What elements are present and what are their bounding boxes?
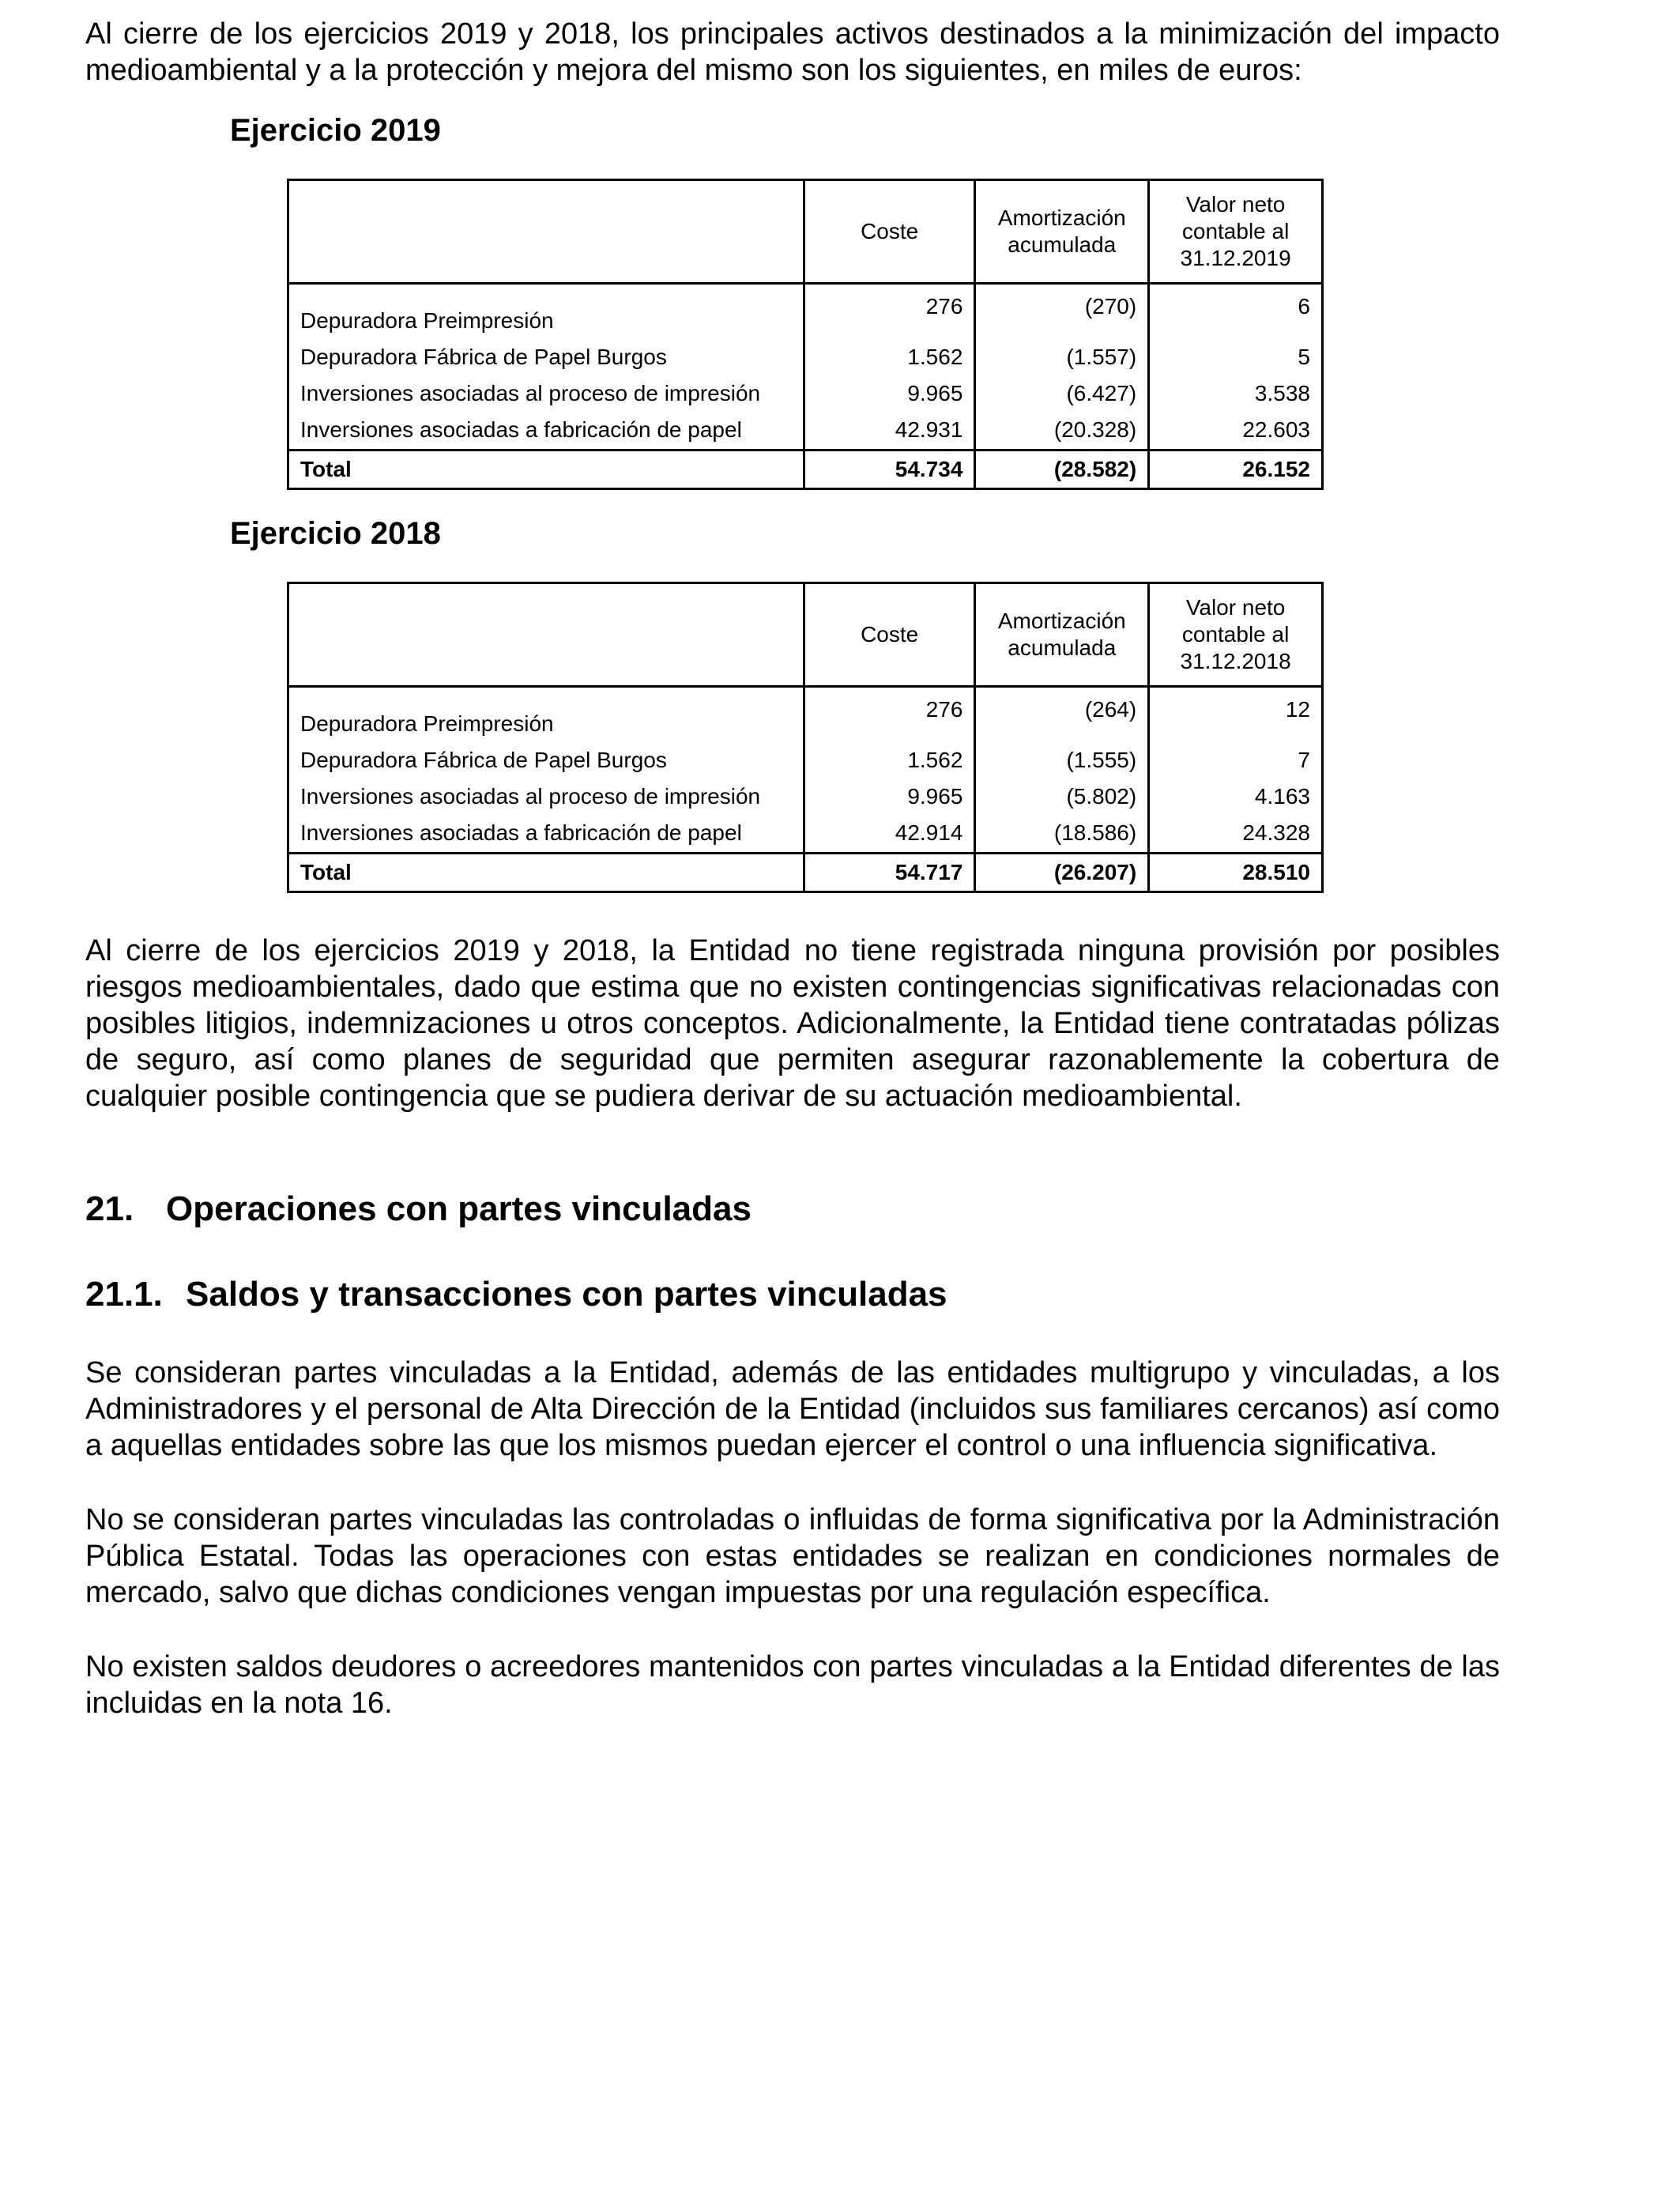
table-total-row (288, 450, 1323, 489)
assets-table-2019 (287, 179, 1324, 490)
table-row (288, 687, 1323, 741)
row-amortizacion: (1.557) (975, 337, 1149, 373)
table-row (288, 284, 1323, 337)
row-valor-neto: 6 (1149, 284, 1323, 337)
total-label: Total (288, 450, 804, 489)
header-valor-neto: Valor neto contable al 31.12.2019 (1149, 180, 1323, 284)
row-coste: 9.965 (804, 776, 975, 812)
row-label: Inversiones asociadas a fabricación de papel (288, 812, 804, 854)
subsection-title: Saldos y transacciones con partes vinculadas (186, 1275, 947, 1314)
intro-paragraph: Al cierre de los ejercicios 2019 y 2018, los principales activos destinados a la minimización del impacto medioambiental y a la protección y mejora del mismo son los siguientes, en miles de euros: (85, 17, 1500, 87)
row-valor-neto: 3.538 (1149, 373, 1323, 409)
table-2019-title: Ejercicio 2019 (230, 113, 441, 148)
row-valor-neto: 5 (1149, 337, 1323, 373)
table-header-row (288, 583, 1323, 687)
total-valor-neto: 26.152 (1149, 450, 1323, 489)
row-label: Inversiones asociadas al proceso de impresión (288, 373, 804, 409)
row-valor-neto: 7 (1149, 740, 1323, 776)
table-row (288, 373, 1323, 409)
row-valor-neto: 4.163 (1149, 776, 1323, 812)
row-label: Inversiones asociadas al proceso de impresión (288, 776, 804, 812)
row-label: Inversiones asociadas a fabricación de papel (288, 409, 804, 450)
body-paragraph: No existen saldos deudores o acreedores mantenidos con partes vinculadas a la Entidad diferentes de las incluidas en la nota 16. (85, 1650, 1500, 1720)
table-row (288, 740, 1323, 776)
row-amortizacion: (20.328) (975, 409, 1149, 450)
table-2018-title: Ejercicio 2018 (230, 516, 441, 551)
assets-table-2018 (287, 582, 1324, 893)
row-coste: 276 (804, 284, 975, 337)
row-amortizacion: (6.427) (975, 373, 1149, 409)
row-amortizacion: (18.586) (975, 812, 1149, 854)
table-total-row (288, 854, 1323, 892)
row-label: Depuradora Preimpresión (288, 687, 804, 741)
row-valor-neto: 12 (1149, 687, 1323, 741)
row-coste: 42.931 (804, 409, 975, 450)
total-valor-neto: 28.510 (1149, 854, 1323, 892)
row-amortizacion: (1.555) (975, 740, 1149, 776)
header-amortizacion: Amortización acumulada (975, 583, 1149, 687)
table-header-row (288, 180, 1323, 284)
document-page (85, 16, 1500, 1721)
total-amortizacion: (26.207) (975, 854, 1149, 892)
section-heading (85, 1187, 1500, 1231)
row-coste: 9.965 (804, 373, 975, 409)
table-row (288, 409, 1323, 450)
total-coste: 54.734 (804, 450, 975, 489)
row-amortizacion: (264) (975, 687, 1149, 741)
subsection-number: 21.1. (85, 1275, 163, 1314)
row-coste: 276 (804, 687, 975, 741)
table-row (288, 812, 1323, 854)
header-valor-neto: Valor neto contable al 31.12.2018 (1149, 583, 1323, 687)
body-paragraph: No se consideran partes vinculadas las controladas o influidas de forma significativa por la Administración Pública Estatal. Todas las operaciones con estas entidades se realizan en condiciones normales de mercado, salvo que dichas condiciones vengan impuestas por una regulación específica. (85, 1503, 1500, 1609)
row-amortizacion: (5.802) (975, 776, 1149, 812)
section-number: 21. (85, 1189, 134, 1228)
body-paragraph: Se consideran partes vinculadas a la Entidad, además de las entidades multigrupo y vinculadas, a los Administradores y el personal de Alta Dirección de la Entidad (incluidos sus familiares cercanos) así como a aquellas entidades sobre las que los mismos puedan ejercer el control o una influencia significativa. (85, 1356, 1500, 1462)
header-coste: Coste (804, 180, 975, 284)
row-coste: 1.562 (804, 740, 975, 776)
total-amortizacion: (28.582) (975, 450, 1149, 489)
header-blank (288, 180, 804, 284)
header-amortizacion: Amortización acumulada (975, 180, 1149, 284)
row-label: Depuradora Fábrica de Papel Burgos (288, 337, 804, 373)
row-label: Depuradora Preimpresión (288, 284, 804, 337)
row-coste: 1.562 (804, 337, 975, 373)
total-label: Total (288, 854, 804, 892)
header-coste: Coste (804, 583, 975, 687)
row-valor-neto: 24.328 (1149, 812, 1323, 854)
row-label: Depuradora Fábrica de Papel Burgos (288, 740, 804, 776)
row-coste: 42.914 (804, 812, 975, 854)
header-blank (288, 583, 804, 687)
table-row (288, 776, 1323, 812)
provision-paragraph: Al cierre de los ejercicios 2019 y 2018, la Entidad no tiene registrada ninguna provisión por posibles riesgos medioambientales, dado que estima que no existen contingencias significativas relacionadas con posibles litigios, indemnizaciones u otros conceptos. Adicionalmente, la Entidad tiene contratadas pólizas de seguro, así como planes de seguridad que permiten asegurar razonablemente la cobertura de cualquier posible contingencia que se pudiera derivar de su actuación medioambiental. (85, 934, 1500, 1113)
row-valor-neto: 22.603 (1149, 409, 1323, 450)
row-amortizacion: (270) (975, 284, 1149, 337)
subsection-heading (85, 1272, 1500, 1317)
table-row (288, 337, 1323, 373)
section-title: Operaciones con partes vinculadas (166, 1189, 751, 1228)
total-coste: 54.717 (804, 854, 975, 892)
